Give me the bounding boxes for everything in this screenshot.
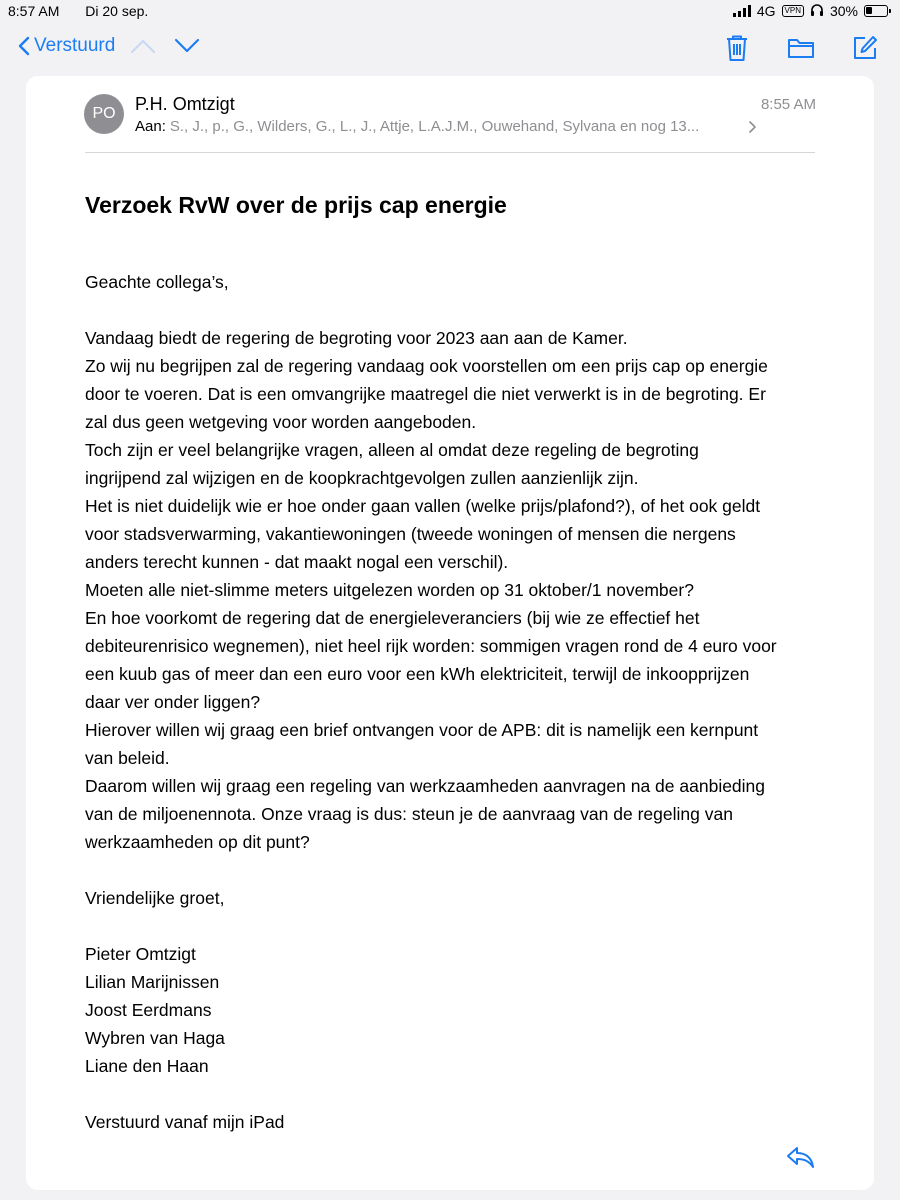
paragraph-gap	[85, 856, 825, 884]
email-footer: Verstuurd vanaf mijn iPad	[85, 1112, 285, 1132]
signatories	[85, 940, 825, 1080]
status-date: Di 20 sep.	[85, 3, 149, 19]
body-line: zal dus geen wetgeving voor worden aangeboden.	[85, 412, 477, 432]
network-type: 4G	[756, 3, 776, 19]
closing: Vriendelijke groet,	[85, 888, 225, 908]
signatory-name: Pieter Omtzigt	[85, 944, 196, 964]
email-card	[26, 76, 874, 1190]
previous-message-button[interactable]	[130, 38, 156, 59]
body-lines	[85, 324, 825, 856]
body-line: daar ver onder liggen?	[85, 692, 261, 712]
paragraph-gap	[85, 912, 825, 940]
to-label: Aan:	[135, 118, 166, 135]
chevron-left-icon	[18, 36, 30, 56]
status-right	[733, 3, 888, 19]
expand-recipients-button[interactable]	[748, 120, 756, 138]
move-to-folder-button[interactable]	[787, 37, 815, 64]
body-line: werkzaamheden op dit punt?	[85, 832, 310, 852]
email-time: 8:55 AM	[760, 96, 816, 113]
signal-icon	[733, 5, 751, 17]
battery-icon	[864, 5, 888, 17]
sender-name[interactable]: P.H. Omtzigt	[135, 94, 235, 114]
headphones-icon	[810, 3, 824, 19]
body-line: anders terecht kunnen - dat maakt nogal een verschil).	[85, 552, 509, 572]
back-button[interactable]	[18, 35, 115, 57]
body-line: debiteurenrisico wegnemen), niet heel rijk worden: sommigen vragen rond de 4 euro voor	[85, 636, 777, 656]
delete-button[interactable]	[725, 34, 749, 67]
body-line: door te voeren. Dat is een omvangrijke maatregel die niet verwerkt is in de begroting. Er	[85, 384, 766, 404]
trash-icon	[725, 34, 749, 62]
email-body	[85, 268, 825, 1136]
email-subject: Verzoek RvW over de prijs cap energie	[85, 192, 507, 218]
greeting: Geachte collega’s,	[85, 272, 229, 292]
body-line: En hoe voorkomt de regering dat de energieleveranciers (bij wie ze effectief het	[85, 608, 700, 628]
chevron-down-icon	[174, 38, 200, 54]
reply-icon	[786, 1145, 816, 1169]
body-line: Hierover willen wij graag een brief ontvangen voor de APB: dit is namelijk een kernpunt	[85, 720, 759, 740]
body-line: Daarom willen wij graag een regeling van werkzaamheden aanvragen na de aanbieding	[85, 776, 766, 796]
signatory-name: Liane den Haan	[85, 1056, 209, 1076]
compose-button[interactable]	[852, 35, 878, 66]
status-time: 8:57 AM	[8, 3, 60, 19]
next-message-button[interactable]	[174, 38, 200, 59]
body-line: van de miljoenennota. Onze vraag is dus: steun je de aanvraag van de regeling van	[85, 804, 733, 824]
signatory-name: Wybren van Haga	[85, 1028, 225, 1048]
body-line: voor stadsverwarming, vakantiewoningen (tweede woningen of mensen die nergens	[85, 524, 736, 544]
body-line: Vandaag biedt de regering de begroting voor 2023 aan aan de Kamer.	[85, 328, 628, 348]
body-line: een kuub gas of meer dan een euro voor een kWh elektriciteit, terwijl de inkoopprijzen	[85, 664, 750, 684]
header-divider	[85, 152, 815, 153]
paragraph-gap	[85, 296, 825, 324]
body-line: Zo wij nu begrijpen zal de regering vandaag ook voorstellen om een prijs cap op energie	[85, 356, 768, 376]
chevron-up-icon	[130, 38, 156, 54]
paragraph-gap	[85, 1080, 825, 1108]
status-left	[8, 3, 170, 19]
avatar[interactable]: PO	[84, 94, 124, 134]
mail-toolbar	[0, 30, 900, 70]
vpn-badge: VPN	[782, 5, 804, 17]
recipients-list: S., J., p., G., Wilders, G., L., J., Attje, L.A.J.M., Ouwehand, Sylvana en nog 13...	[169, 118, 700, 135]
compose-icon	[852, 35, 878, 61]
recipients-line[interactable]	[135, 118, 775, 135]
folder-icon	[787, 37, 815, 59]
status-bar	[0, 0, 900, 24]
battery-fill	[866, 7, 872, 14]
back-label: Verstuurd	[34, 35, 116, 56]
signatory-name: Joost Eerdmans	[85, 1000, 212, 1020]
battery-percentage: 30%	[829, 3, 858, 19]
signatory-name: Lilian Marijnissen	[85, 972, 220, 992]
body-line: Moeten alle niet-slimme meters uitgelezen worden op 31 oktober/1 november?	[85, 580, 694, 600]
body-line: ingrijpend zal wijzigen en de koopkrachtgevolgen zullen aanzienlijk zijn.	[85, 468, 639, 488]
reply-button[interactable]	[786, 1145, 816, 1174]
body-line: van beleid.	[85, 748, 170, 768]
body-line: Toch zijn er veel belangrijke vragen, alleen al omdat deze regeling de begroting	[85, 440, 699, 460]
body-line: Het is niet duidelijk wie er hoe onder gaan vallen (welke prijs/plafond?), of het ook geldt	[85, 496, 761, 516]
chevron-right-icon	[748, 121, 756, 133]
